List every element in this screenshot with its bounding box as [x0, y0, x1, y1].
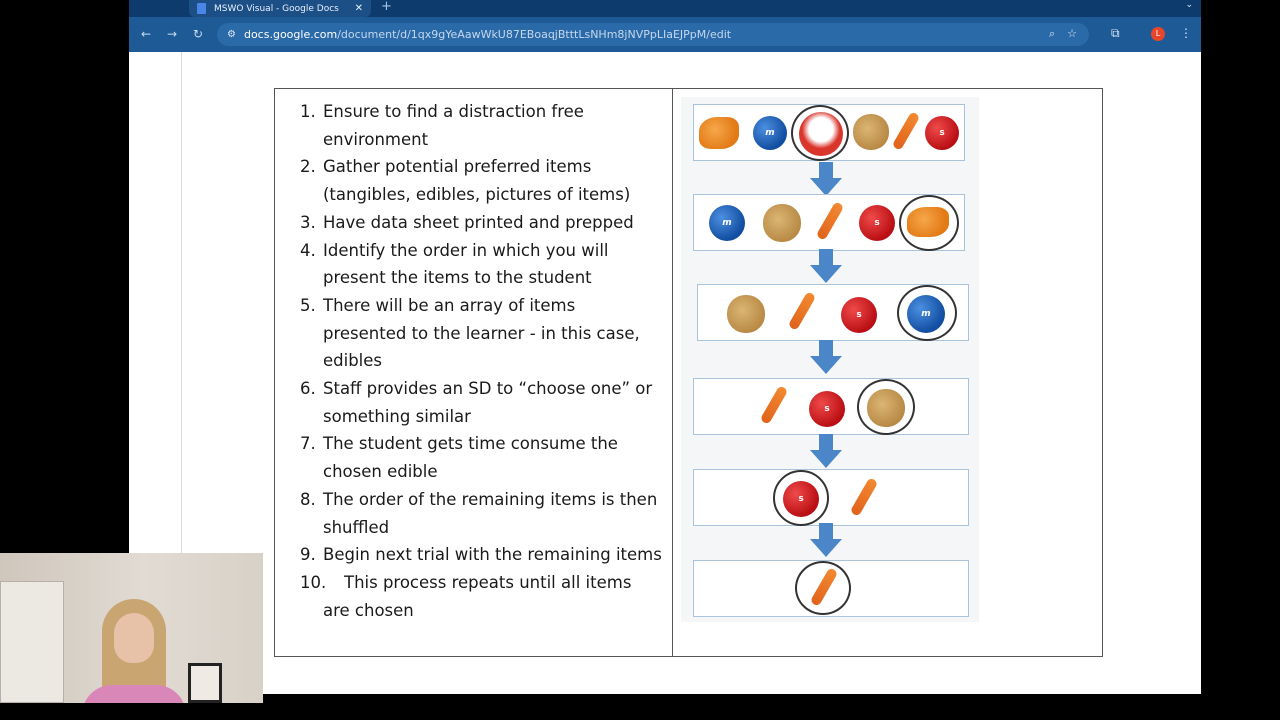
skittle-logo: s [824, 404, 830, 414]
skittle-candy [841, 297, 877, 333]
down-arrow [808, 523, 844, 559]
step-text: Begin next trial with the remaining items [323, 545, 662, 565]
step-text: This process repeats until all items are chosen [323, 572, 637, 620]
step-number: 7. [300, 434, 316, 454]
mm-logo: m [921, 309, 931, 319]
step-item [300, 375, 672, 430]
profile-avatar[interactable]: L [1151, 27, 1165, 41]
presenter-face [114, 613, 154, 663]
step-number: 9. [300, 545, 316, 565]
webcam-door [0, 581, 64, 703]
skittle-candy [925, 116, 959, 150]
skittle-logo: s [939, 128, 945, 138]
forward-icon[interactable]: → [167, 27, 178, 41]
webcam-overlay [0, 553, 263, 703]
step-number: 1. [300, 102, 316, 121]
reload-icon[interactable]: ↻ [193, 27, 204, 41]
browser-toolbar [129, 17, 1201, 52]
down-arrow [808, 340, 844, 376]
step-text: Staff provides an SD to “choose one” or something similar [323, 379, 658, 426]
document-table [274, 88, 1103, 657]
selection-circle [897, 285, 957, 341]
step-item [300, 237, 672, 292]
selection-circle [795, 561, 851, 615]
mm-logo: m [765, 128, 775, 138]
selection-circle [791, 105, 849, 161]
presenter-shirt [82, 685, 186, 703]
step-number: 10. [300, 572, 327, 592]
tab-bar [129, 0, 1201, 17]
close-icon[interactable]: ✕ [354, 3, 363, 14]
step-text: The student gets time consume the chosen edible [323, 434, 624, 482]
selection-circle [857, 379, 915, 435]
document-canvas [129, 52, 1201, 694]
cookie [853, 114, 889, 150]
step-text: Have data sheet printed and prepped [323, 212, 634, 232]
skittle-logo: s [856, 310, 862, 320]
mswo-visual-image [681, 97, 979, 622]
step-item [300, 98, 672, 153]
mm-candy [709, 205, 745, 241]
presenter [82, 599, 186, 703]
down-arrow [808, 162, 844, 198]
google-docs-icon [197, 3, 206, 14]
mm-candy [753, 116, 787, 150]
menu-icon[interactable]: ⋮ [1180, 26, 1192, 40]
step-number: 4. [300, 240, 316, 260]
cookie [727, 295, 765, 333]
new-tab-button[interactable]: + [381, 0, 392, 14]
step-item [300, 430, 672, 485]
zoom-icon[interactable]: ⌕ [1048, 27, 1056, 40]
array-row-5 [693, 469, 969, 526]
step-item [300, 486, 672, 541]
skittle-candy [809, 391, 845, 427]
address-bar[interactable] [217, 23, 1089, 46]
visual-cell[interactable] [673, 89, 1102, 656]
step-number: 5. [300, 295, 316, 315]
step-text: Identify the order in which you will present the items to the student [323, 240, 614, 288]
down-arrow [808, 249, 844, 285]
step-text: Ensure to find a distraction free environment [323, 102, 590, 149]
step-item [300, 569, 672, 624]
webcam-picture-frame [188, 663, 222, 703]
tab-search-icon[interactable]: ⌄ [1185, 0, 1193, 10]
skittle-logo: s [798, 494, 804, 504]
tab-title: MSWO Visual - Google Docs [214, 3, 339, 14]
step-item [300, 153, 672, 208]
goldfish-cracker [699, 117, 739, 149]
bookmark-star-icon[interactable]: ☆ [1067, 27, 1077, 40]
down-arrow [808, 434, 844, 470]
steps-list [300, 98, 672, 624]
tab-mswo-visual[interactable] [189, 0, 371, 17]
step-number: 3. [300, 212, 316, 232]
url-host: docs.google.com [243, 28, 338, 41]
skittle-candy [859, 205, 895, 241]
browser-window [129, 0, 1201, 694]
mm-logo: m [722, 218, 732, 228]
selection-circle [899, 195, 959, 251]
step-number: 6. [300, 379, 316, 399]
step-text: Gather potential preferred items (tangibles, edibles, pictures of items) [323, 157, 631, 205]
step-number: 2. [300, 157, 316, 177]
extensions-icon[interactable]: ⧉ [1111, 26, 1120, 40]
step-text: The order of the remaining items is then shuffled [323, 489, 663, 537]
step-item [300, 292, 672, 375]
selection-circle [773, 470, 829, 526]
step-number: 8. [300, 489, 316, 509]
steps-cell[interactable] [275, 89, 673, 656]
step-text: There will be an array of items presented to the learner - in this case, edibles [323, 295, 645, 371]
skittle-logo: s [874, 218, 880, 228]
step-item [300, 209, 672, 237]
back-icon[interactable]: ← [141, 27, 152, 41]
cookie [763, 204, 801, 242]
step-item [300, 541, 672, 569]
url-path: /document/d/1qx9gYeAawWkU87EBoaqjBtttLsNHm8jNVPpLIaEJPpM/edit [337, 28, 732, 41]
site-info-icon[interactable]: ⚙ [227, 29, 236, 40]
